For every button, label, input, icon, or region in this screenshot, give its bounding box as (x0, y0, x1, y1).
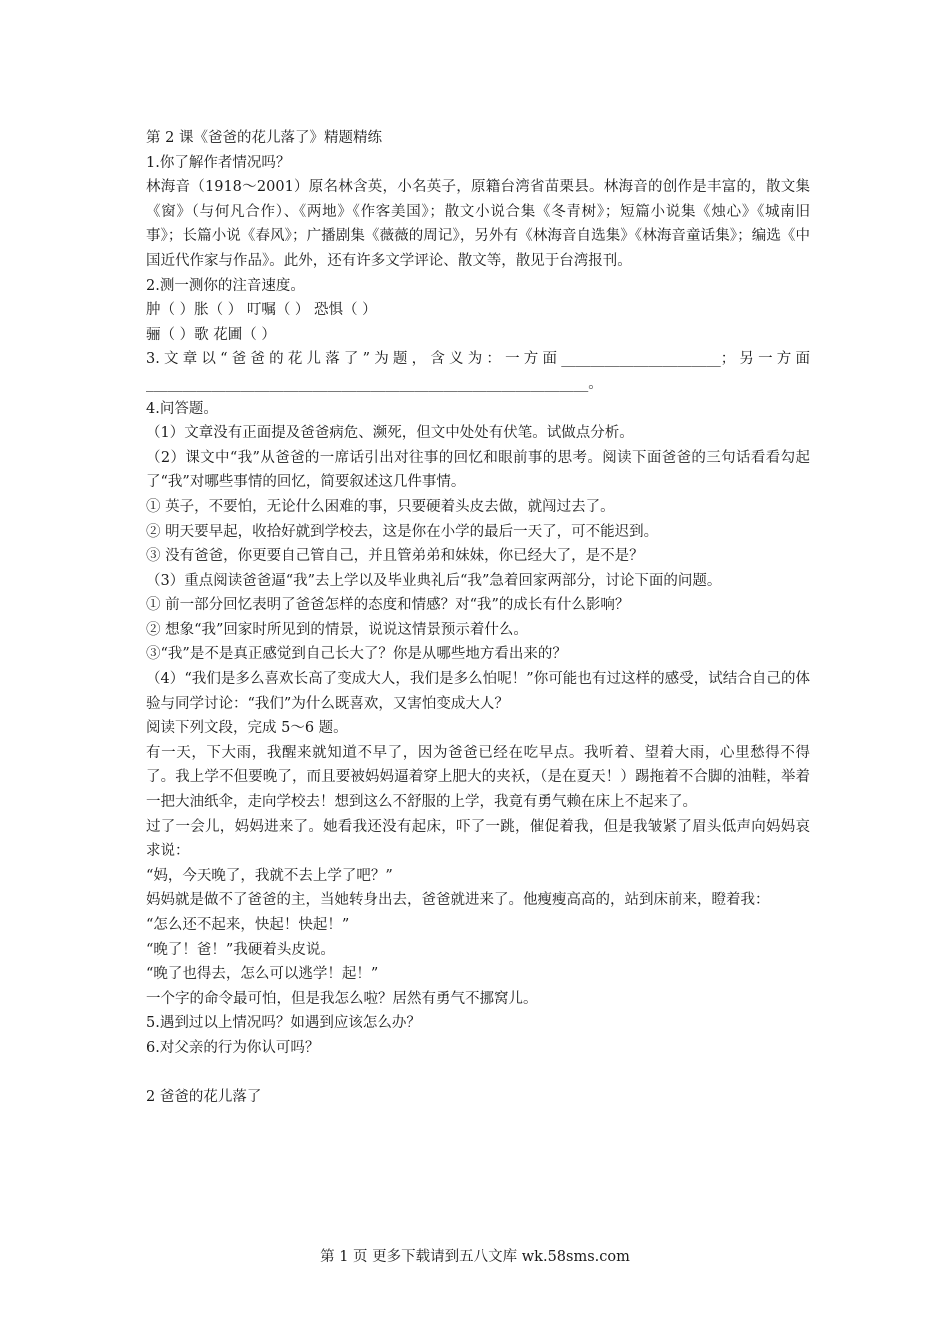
passage-paragraph-4: 一个字的命令最可怕，但是我怎么啦？居然有勇气不挪窝儿。 (146, 990, 538, 1007)
passage-paragraph-1: 有一天，下大雨，我醒来就知道不早了，因为爸爸已经在吃早点。我听着、望着大雨，心里愁得不得了。我上学不但要晚了，而且要被妈妈逼着穿上肥大的夹袄，（是在夏天！）踢拖着不合脚的油鞋，举着一把大油纸伞，走向学校去！想到这么不舒服的上学，我竟有勇气赖在床上不起来了。 (146, 744, 810, 811)
author-bio-paragraph: 林海音（1918～2001）原名林含英，小名英子，原籍台湾省苗栗县。林海音的创作是丰富的，散文集《窗》（与何凡合作）、《两地》《作客美国》；散文小说合集《冬青树》；短篇小说集《烛心》《城南旧事》；长篇小说《春风》；广播剧集《薇薇的周记》，另外有《林海音自选集》《林海音童话集》；编选《中国近代作家与作品》。此外，还有许多文学评论、散文等，散见于台湾报刊。 (146, 179, 810, 269)
quote-item-1: ① 英子，不要怕，无论什么困难的事，只要硬着头皮去做，就闯过去了。 (146, 498, 615, 515)
passage-dialogue-1: “妈，今天晚了，我就不去上学了吧？” (146, 867, 393, 884)
sub-question-2: ② 想象“我”回家时所见到的情景，说说这情景预示着什么。 (146, 621, 528, 638)
quote-item-2: ② 明天要早起，收拾好就到学校去，这是你在小学的最后一天了，可不能迟到。 (146, 523, 659, 540)
question-5: 5.遇到过以上情况吗？如遇到应该怎么办？ (146, 1015, 421, 1032)
passage-dialogue-2: “怎么还不起来，快起！快起！” (146, 917, 350, 933)
document-title: 第 2 课《爸爸的花儿落了》精题精练 (146, 130, 382, 146)
passage-paragraph-3: 妈妈就是做不了爸爸的主，当她转身出去，爸爸就进来了。他瘦瘦高高的，站到床前来，瞪着我： (146, 892, 770, 909)
section-title: 2 爸爸的花儿落了 (146, 1089, 262, 1106)
reading-instruction: 阅读下列文段，完成 5～6 题。 (146, 720, 348, 737)
pinyin-line-2: 骊（ ）歌 花圃（ ） (146, 326, 276, 343)
question-4-2: （2）课文中“我”从爸爸的一席话引出对往事的回忆和眼前事的思考。阅读下面爸爸的三句话看看勾起了“我”对哪些事情的回忆，简要叙述这几件事情。 (146, 449, 810, 491)
passage-dialogue-3: “晚了！爸！”我硬着头皮说。 (146, 941, 335, 958)
page-footer: 第 1 页 更多下载请到五八文库 wk.58sms.com (320, 1249, 630, 1265)
question-4-1: （1）文章没有正面提及爸爸病危、濒死，但文中处处有伏笔。试做点分析。 (146, 425, 634, 442)
question-3-paragraph: 3.文章以“爸爸的花儿落了”为题，含义为：一方面______________________；另一方面_____________________________________________________________。 (146, 351, 810, 392)
question-6: 6.对父亲的行为你认可吗？ (146, 1039, 320, 1056)
blank-line (146, 1061, 810, 1086)
passage-dialogue-4: “晚了也得去，怎么可以逃学！起！” (146, 966, 379, 983)
question-4-heading: 4.问答题。 (146, 400, 218, 417)
question-1-heading: 1.你了解作者情况吗？ (146, 154, 291, 171)
sub-question-1: ① 前一部分回忆表明了爸爸怎样的态度和情感？对“我”的成长有什么影响？ (146, 597, 630, 614)
passage-paragraph-2: 过了一会儿，妈妈进来了。她看我还没有起床，吓了一跳，催促着我，但是我皱紧了眉头低声向妈妈哀求说： (146, 818, 810, 860)
sub-question-3: ③“我”是不是真正感觉到自己长大了？你是从哪些地方看出来的？ (146, 646, 567, 663)
question-4-3: （3）重点阅读爸爸逼“我”去上学以及毕业典礼后“我”急着回家两部分，讨论下面的问题。 (146, 572, 722, 589)
pinyin-line-1: 肿（ ）胀（ ） 叮嘱（ ） 恐惧（ ） (146, 302, 377, 319)
question-4-4: （4）“我们是多么喜欢长高了变成大人，我们是多么怕呢！”你可能也有过这样的感受，试结合自己的体验与同学讨论：“我们”为什么既喜欢，又害怕变成大人？ (146, 671, 810, 712)
document-body (146, 126, 810, 1110)
quote-item-3: ③ 没有爸爸，你更要自己管自己，并且管弟弟和妹妹，你已经大了，是不是？ (146, 548, 644, 565)
question-2-heading: 2.测一测你的注音速度。 (146, 277, 305, 294)
